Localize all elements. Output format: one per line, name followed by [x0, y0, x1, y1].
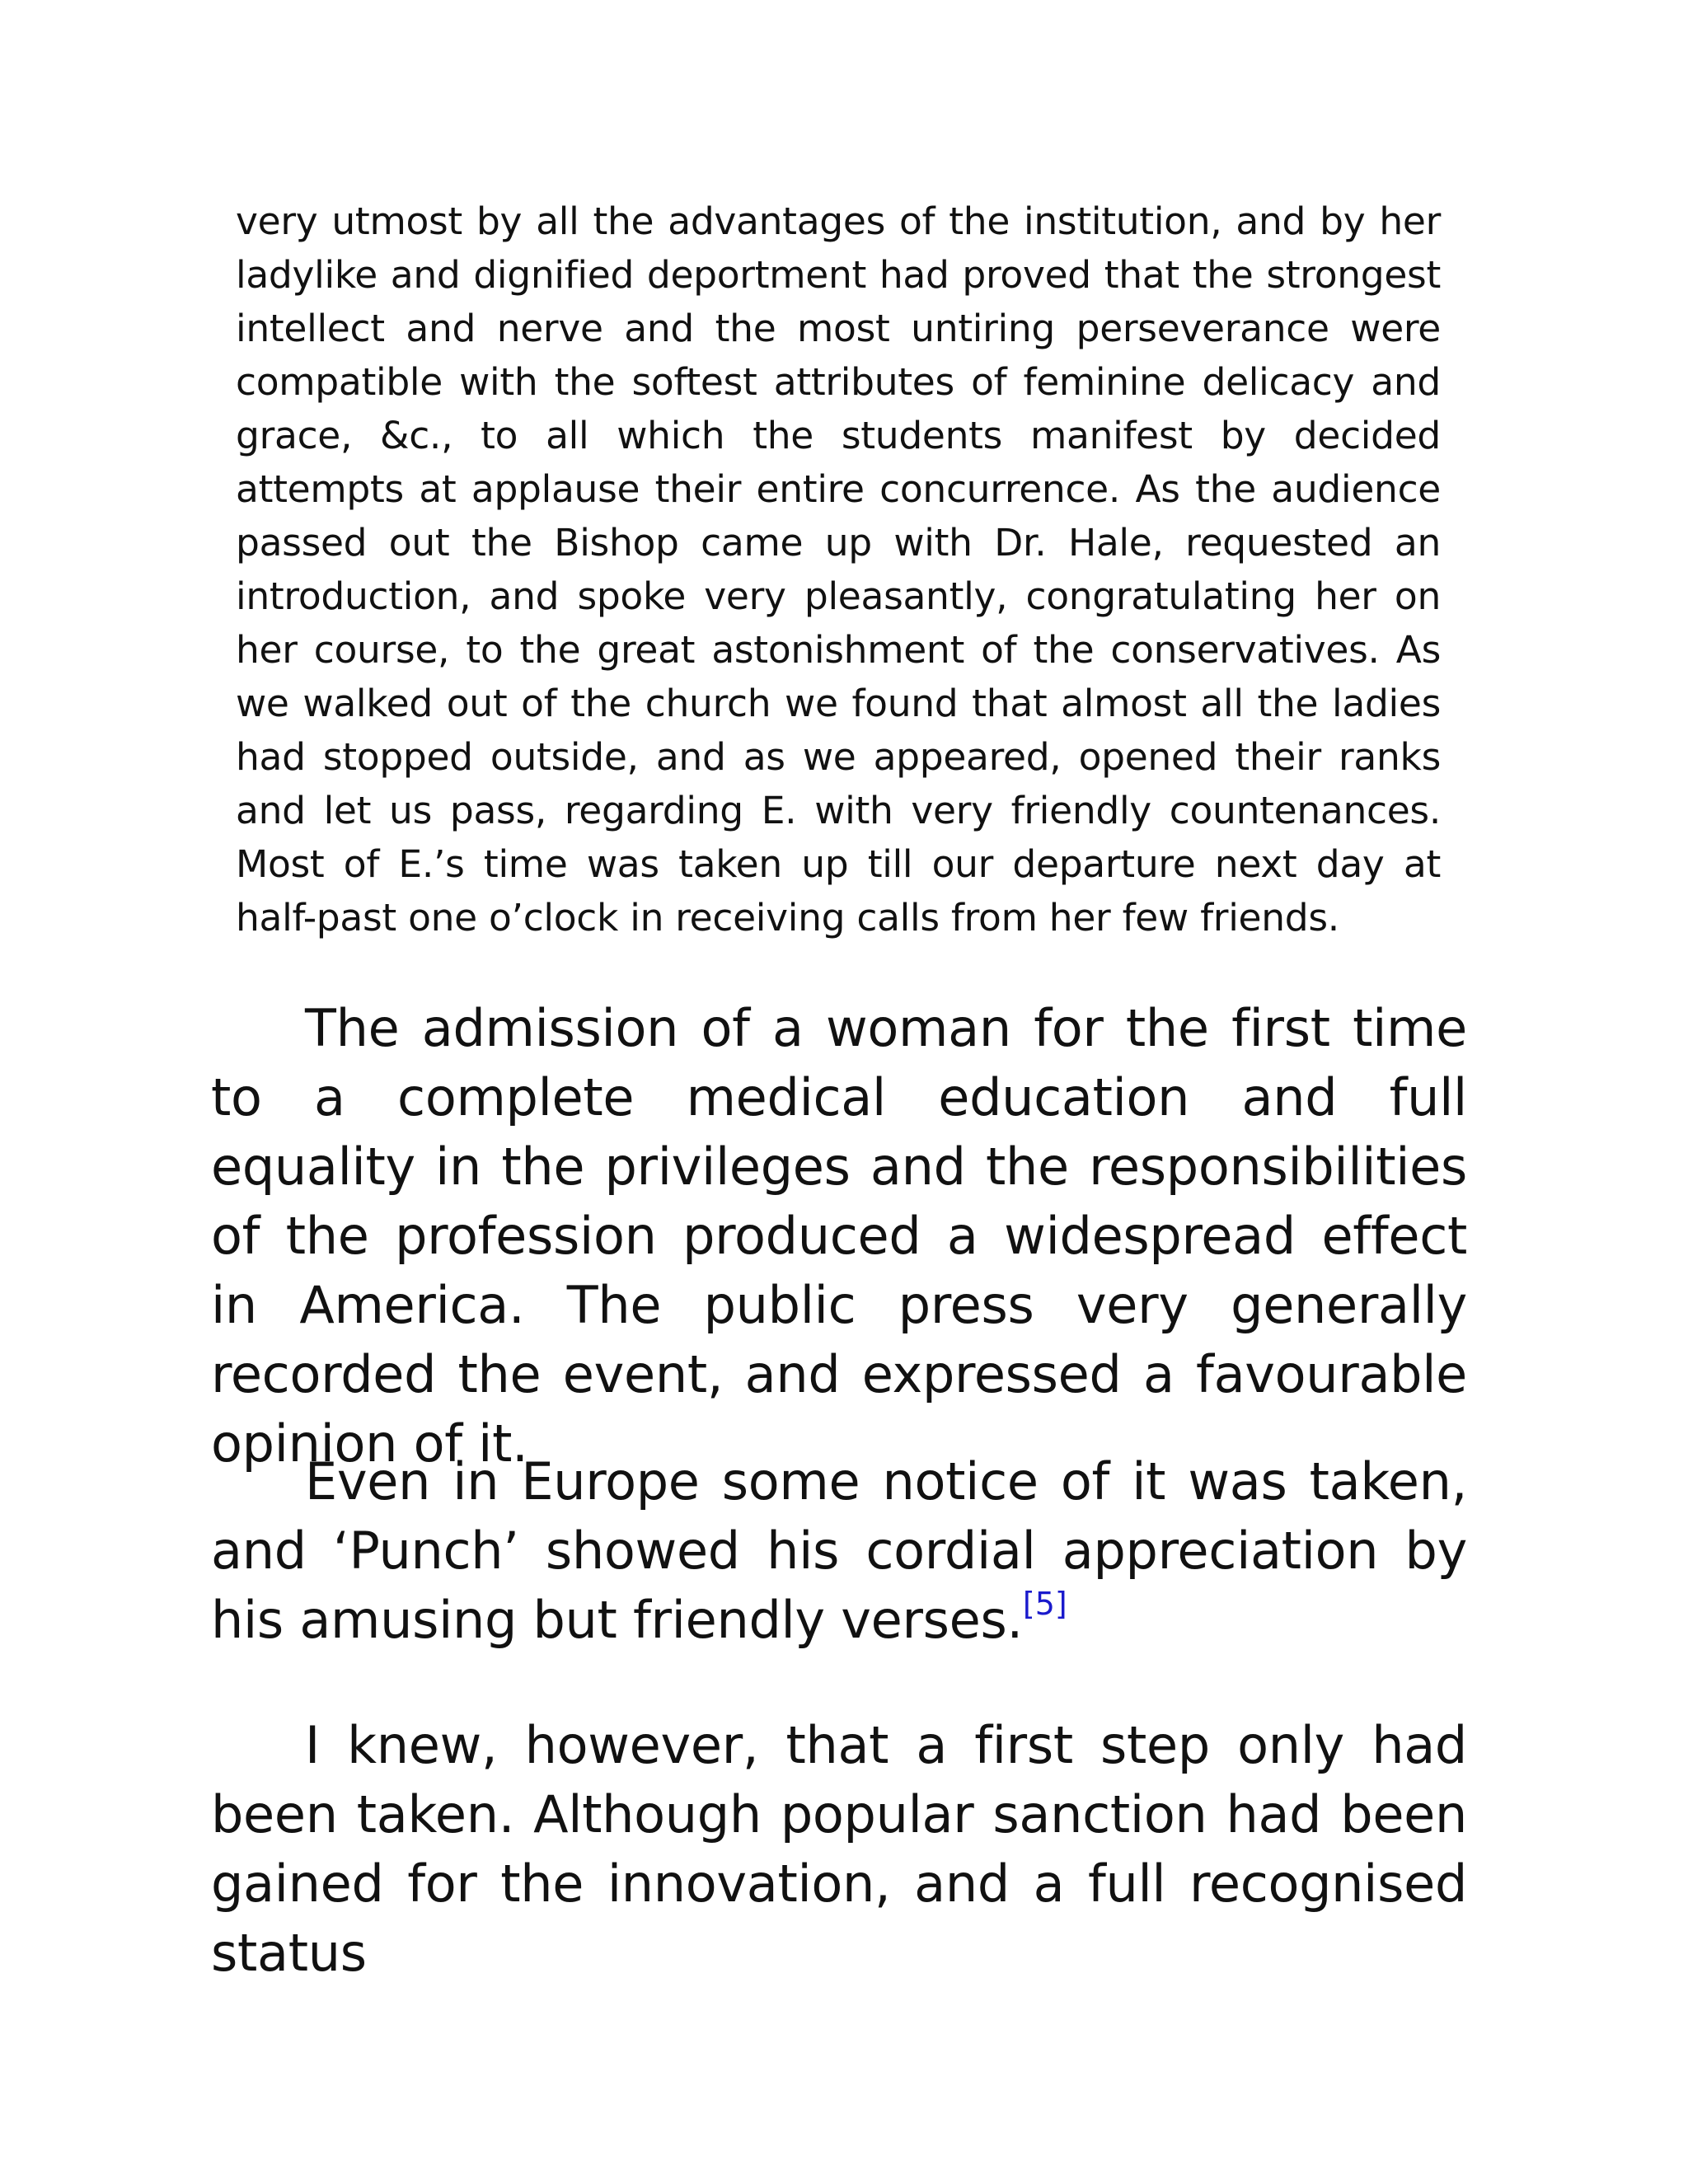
body-paragraph-europe-text: Even in Europe some notice of it was taken, and ‘Punch’ showed his cordial appreciation by his amusing but friendly verses. [211, 1451, 1467, 1650]
quoted-letter-excerpt: very utmost by all the advantages of the institution, and by her ladylike and dignified deportment had proved that the strongest intellect and nerve and the most untiring perseverance were compatible with the softest attributes of feminine delicacy and grace, &c., to all which the students manifest by decided attempts at applause their entire concurrence. As the audience passed out the Bishop came up with Dr. Hale, requested an introduction, and spoke very pleasantly, congratulating her on her course, to the great astonishment of the conservatives. As we walked out of the church we found that almost all the ladies had stopped outside, and as we appeared, opened their ranks and let us pass, regarding E. with very friendly countenances. Most of E.’s time was taken up till our departure next day at half-past one o’clock in receiving calls from her few friends. [236, 199, 1441, 940]
body-paragraph-europe [211, 1447, 1467, 1655]
footnote-link-5[interactable]: [5] [1022, 1586, 1067, 1622]
body-paragraph-first-step: I knew, however, that a first step only had been taken. Although popular sanction had been gained for the innovation, and a full recognised status [211, 1715, 1467, 1983]
body-paragraph-admission: The admission of a woman for the first time to a complete medical education and full equality in the privileges and the responsibilities of the profession produced a widespread effect in America. The public press very generally recorded the event, and expressed a favourable opinion of it. [211, 998, 1467, 1474]
